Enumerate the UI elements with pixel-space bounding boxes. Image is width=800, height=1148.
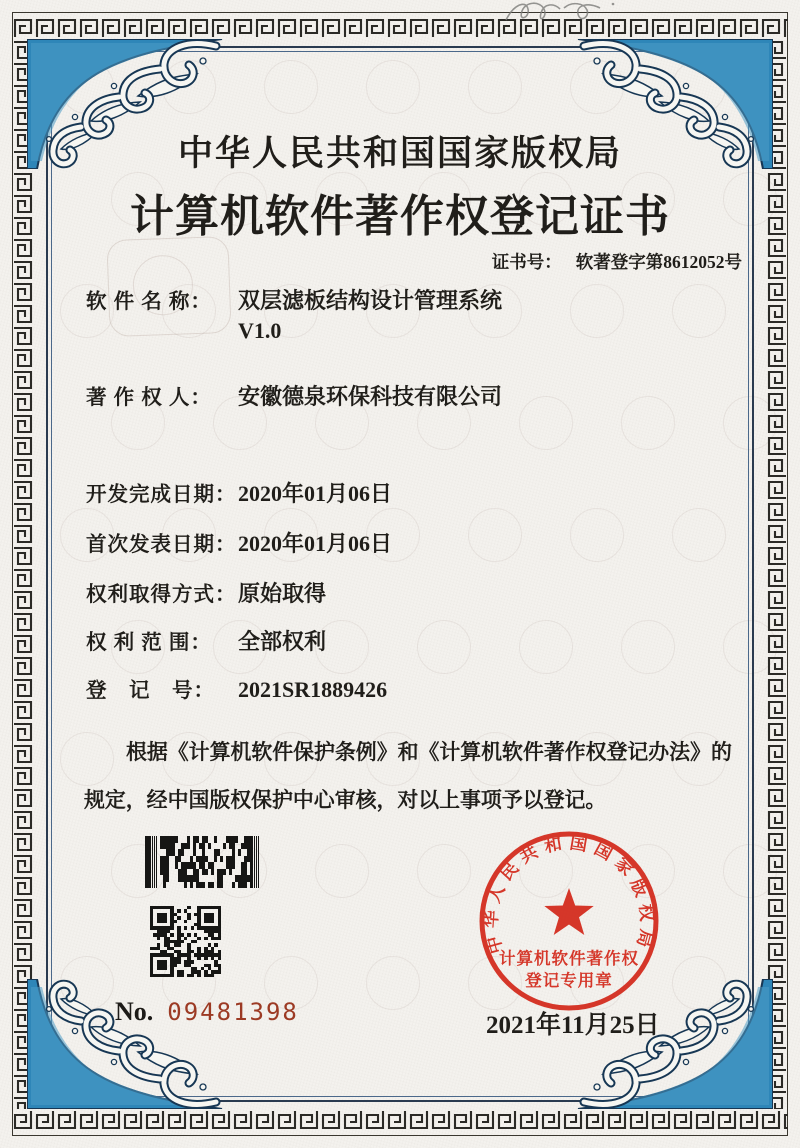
- field-row-software-name: [86, 284, 502, 315]
- greek-key-unit-icon: [56, 17, 78, 39]
- greek-key-unit-icon: [12, 699, 34, 721]
- handwriting-mark: [468, 0, 618, 26]
- greek-key-unit-icon: [12, 17, 34, 39]
- greek-key-unit-icon: [716, 17, 738, 39]
- greek-key-unit-icon: [12, 721, 34, 743]
- greek-key-unit-icon: [738, 17, 760, 39]
- greek-key-unit-icon: [782, 17, 788, 39]
- greek-key-unit-icon: [276, 17, 298, 39]
- greek-key-unit-icon: [210, 1109, 232, 1131]
- field-value: 安徽德泉环保科技有限公司: [238, 384, 503, 409]
- serial-number: 09481398: [167, 998, 299, 1026]
- greek-key-unit-icon: [144, 17, 166, 39]
- seal-ring-text: 中华人民共和国国家版权局: [480, 832, 658, 956]
- greek-key-unit-icon: [766, 633, 788, 655]
- greek-key-unit-icon: [12, 347, 34, 369]
- greek-key-unit-icon: [606, 1109, 628, 1131]
- greek-key-unit-icon: [386, 17, 408, 39]
- greek-key-unit-icon: [12, 853, 34, 875]
- greek-key-unit-icon: [12, 831, 34, 853]
- greek-key-unit-icon: [766, 391, 788, 413]
- greek-key-unit-icon: [34, 17, 56, 39]
- greek-key-unit-icon: [232, 1109, 254, 1131]
- greek-key-unit-icon: [628, 17, 650, 39]
- greek-key-unit-icon: [320, 17, 342, 39]
- greek-key-unit-icon: [12, 545, 34, 567]
- greek-key-unit-icon: [760, 17, 782, 39]
- greek-key-unit-icon: [12, 457, 34, 479]
- greek-key-unit-icon: [766, 677, 788, 699]
- greek-key-unit-icon: [122, 17, 144, 39]
- greek-key-unit-icon: [766, 809, 788, 831]
- field-row-registration-number: [86, 673, 387, 703]
- greek-key-unit-icon: [12, 677, 34, 699]
- field-label: 软 件 名 称：: [86, 291, 212, 313]
- greek-key-unit-icon: [766, 919, 788, 941]
- greek-key-unit-icon: [766, 501, 788, 523]
- greek-key-unit-icon: [12, 259, 34, 281]
- software-version: V1.0: [238, 318, 282, 343]
- greek-key-unit-icon: [766, 413, 788, 435]
- greek-key-unit-icon: [766, 281, 788, 303]
- greek-key-unit-icon: [320, 1109, 342, 1131]
- field-row-dev-complete-date: [86, 477, 392, 508]
- field-value: 全部权利: [238, 629, 327, 654]
- field-value: 双层滤板结构设计管理系统: [238, 288, 503, 313]
- greek-key-unit-icon: [650, 17, 672, 39]
- greek-key-unit-icon: [766, 699, 788, 721]
- greek-key-unit-icon: [766, 325, 788, 347]
- greek-key-unit-icon: [766, 611, 788, 633]
- greek-key-unit-icon: [12, 765, 34, 787]
- greek-key-unit-icon: [694, 1109, 716, 1131]
- greek-key-unit-icon: [452, 1109, 474, 1131]
- issue-date: 2021年11月25日: [486, 1012, 660, 1039]
- greek-key-unit-icon: [12, 897, 34, 919]
- greek-key-unit-icon: [766, 347, 788, 369]
- greek-key-unit-icon: [12, 479, 34, 501]
- greek-key-unit-icon: [298, 17, 320, 39]
- greek-key-unit-icon: [12, 655, 34, 677]
- field-value: 2020年01月06日: [238, 531, 393, 556]
- greek-key-unit-icon: [12, 787, 34, 809]
- greek-key-unit-icon: [342, 17, 364, 39]
- certificate-number-label: 证书号：: [491, 252, 562, 272]
- greek-key-border-top: [12, 17, 788, 39]
- greek-key-unit-icon: [12, 325, 34, 347]
- greek-key-unit-icon: [430, 17, 452, 39]
- greek-key-unit-icon: [78, 1109, 100, 1131]
- greek-key-unit-icon: [694, 17, 716, 39]
- greek-key-unit-icon: [766, 655, 788, 677]
- statement-line-1: 根据《计算机软件保护条例》和《计算机软件著作权登记办法》的: [126, 740, 732, 764]
- registration-statement: [84, 729, 732, 824]
- greek-key-unit-icon: [766, 523, 788, 545]
- greek-key-unit-icon: [12, 501, 34, 523]
- greek-key-unit-icon: [408, 17, 430, 39]
- greek-key-unit-icon: [766, 853, 788, 875]
- seal-text-line1: 计算机软件著作权: [499, 950, 639, 968]
- greek-key-unit-icon: [650, 1109, 672, 1131]
- greek-key-unit-icon: [628, 1109, 650, 1131]
- qr-code: [150, 906, 221, 977]
- greek-key-unit-icon: [408, 1109, 430, 1131]
- greek-key-unit-icon: [12, 369, 34, 391]
- greek-key-unit-icon: [12, 435, 34, 457]
- field-value: 原始取得: [238, 581, 327, 606]
- field-label: 登 记 号：: [86, 680, 215, 702]
- greek-key-unit-icon: [12, 391, 34, 413]
- certificate-title: 计算机软件著作权登记证书: [130, 192, 670, 241]
- greek-key-unit-icon: [12, 523, 34, 545]
- field-value: 2020年01月06日: [238, 481, 393, 506]
- greek-key-unit-icon: [766, 875, 788, 897]
- greek-key-unit-icon: [766, 941, 788, 963]
- statement-line-2: 规定，经中国版权保护中心审核，对以上事项予以登记。: [84, 787, 607, 812]
- greek-key-unit-icon: [716, 1109, 738, 1131]
- greek-key-unit-icon: [766, 831, 788, 853]
- greek-key-unit-icon: [540, 1109, 562, 1131]
- field-label: 权 利 范 围：: [86, 632, 212, 654]
- greek-key-unit-icon: [100, 17, 122, 39]
- greek-key-unit-icon: [188, 1109, 210, 1131]
- greek-key-unit-icon: [766, 897, 788, 919]
- greek-key-unit-icon: [166, 17, 188, 39]
- field-label: 首次发表日期：: [86, 534, 237, 556]
- field-value: 2021SR1889426: [238, 677, 388, 702]
- greek-key-unit-icon: [12, 303, 34, 325]
- greek-key-unit-icon: [12, 413, 34, 435]
- issuer-title: 中华人民共和国国家版权局: [177, 134, 622, 173]
- greek-key-unit-icon: [766, 765, 788, 787]
- field-row-rights-scope: [86, 625, 326, 656]
- field-row-copyright-owner: [86, 380, 502, 411]
- greek-key-unit-icon: [122, 1109, 144, 1131]
- greek-key-unit-icon: [766, 787, 788, 809]
- greek-key-unit-icon: [232, 17, 254, 39]
- greek-key-unit-icon: [12, 567, 34, 589]
- greek-key-unit-icon: [12, 611, 34, 633]
- greek-key-unit-icon: [766, 303, 788, 325]
- greek-key-unit-icon: [12, 633, 34, 655]
- greek-key-unit-icon: [56, 1109, 78, 1131]
- greek-key-unit-icon: [430, 1109, 452, 1131]
- field-row-first-publish-date: [86, 527, 392, 558]
- greek-key-border-bottom: [12, 1109, 788, 1131]
- greek-key-unit-icon: [766, 743, 788, 765]
- field-label: 开发完成日期：: [86, 484, 237, 506]
- star-icon: [544, 888, 593, 935]
- greek-key-unit-icon: [766, 721, 788, 743]
- greek-key-unit-icon: [12, 1109, 34, 1131]
- greek-key-unit-icon: [12, 809, 34, 831]
- greek-key-unit-icon: [12, 875, 34, 897]
- greek-key-unit-icon: [474, 1109, 496, 1131]
- field-label: 权利取得方式：: [86, 584, 237, 606]
- serial-prefix: No.: [115, 997, 154, 1026]
- greek-key-unit-icon: [766, 479, 788, 501]
- greek-key-unit-icon: [12, 743, 34, 765]
- greek-key-unit-icon: [254, 1109, 276, 1131]
- greek-key-unit-icon: [386, 1109, 408, 1131]
- greek-key-unit-icon: [496, 1109, 518, 1131]
- greek-key-unit-icon: [254, 17, 276, 39]
- greek-key-unit-icon: [12, 941, 34, 963]
- greek-key-unit-icon: [766, 457, 788, 479]
- greek-key-unit-icon: [672, 17, 694, 39]
- greek-key-unit-icon: [78, 17, 100, 39]
- official-seal: [474, 826, 664, 1016]
- greek-key-unit-icon: [766, 589, 788, 611]
- certificate-number-line: [492, 249, 742, 274]
- serial-number-line: [115, 997, 299, 1027]
- greek-key-unit-icon: [766, 369, 788, 391]
- field-label: 著 作 权 人：: [86, 387, 212, 409]
- greek-key-unit-icon: [100, 1109, 122, 1131]
- greek-key-unit-icon: [738, 1109, 760, 1131]
- greek-key-unit-icon: [672, 1109, 694, 1131]
- greek-key-unit-icon: [276, 1109, 298, 1131]
- greek-key-unit-icon: [760, 1109, 782, 1131]
- greek-key-unit-icon: [34, 1109, 56, 1131]
- greek-key-unit-icon: [766, 567, 788, 589]
- greek-key-unit-icon: [298, 1109, 320, 1131]
- greek-key-unit-icon: [364, 17, 386, 39]
- greek-key-unit-icon: [782, 1109, 788, 1131]
- greek-key-unit-icon: [766, 435, 788, 457]
- greek-key-unit-icon: [342, 1109, 364, 1131]
- greek-key-unit-icon: [584, 1109, 606, 1131]
- greek-key-unit-icon: [364, 1109, 386, 1131]
- greek-key-unit-icon: [766, 259, 788, 281]
- greek-key-unit-icon: [12, 281, 34, 303]
- barcode: [145, 836, 269, 888]
- greek-key-unit-icon: [210, 17, 232, 39]
- certificate-number-value: 软著登字第8612052号: [575, 252, 742, 272]
- greek-key-unit-icon: [166, 1109, 188, 1131]
- greek-key-unit-icon: [188, 17, 210, 39]
- greek-key-unit-icon: [562, 1109, 584, 1131]
- field-row-rights-acquisition: [86, 577, 326, 608]
- greek-key-unit-icon: [144, 1109, 166, 1131]
- greek-key-unit-icon: [12, 919, 34, 941]
- greek-key-unit-icon: [12, 589, 34, 611]
- greek-key-unit-icon: [766, 545, 788, 567]
- greek-key-unit-icon: [518, 1109, 540, 1131]
- seal-text-line2: 登记专用章: [525, 972, 613, 990]
